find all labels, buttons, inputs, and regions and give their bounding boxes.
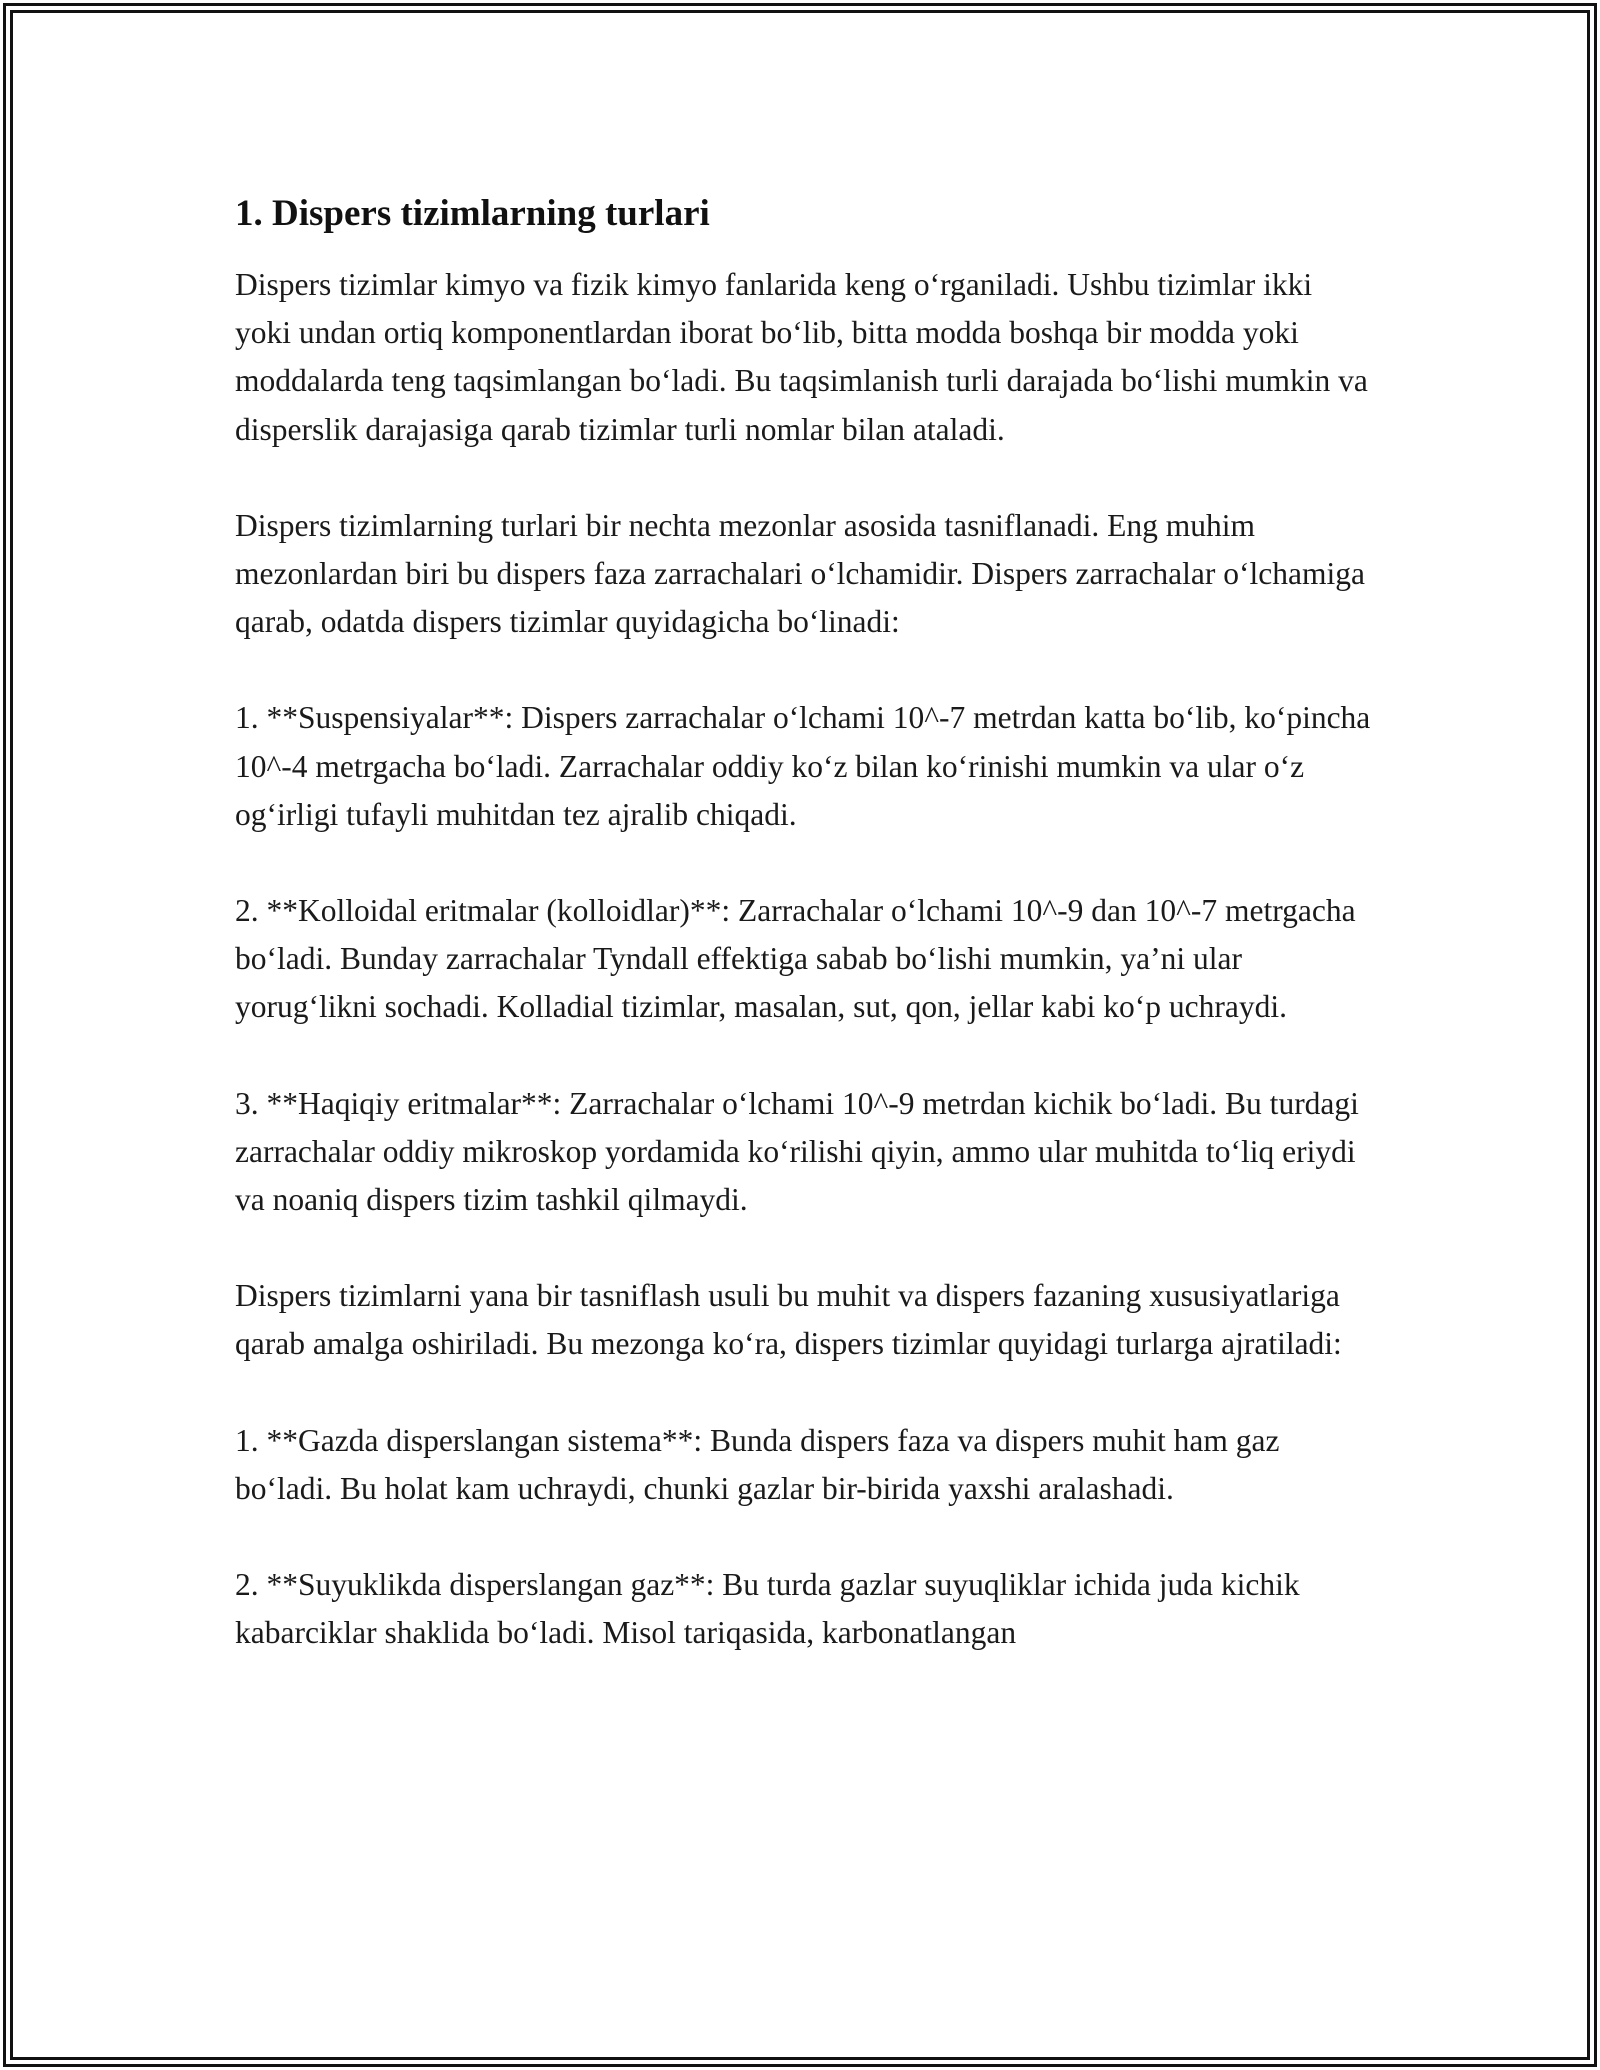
paragraph-colloids: 2. **Kolloidal eritmalar (kolloidlar)**: Zarrachalar o‘lchami 10^-9 dan 10^-7 metrgacha bo‘ladi. Bunday zarrachalar Tyndall effektiga sabab bo‘lishi mumkin, ya’ni ular yorug‘likni sochadi. Kolladial tizimlar, masalan, sut, qon, jellar kabi ko‘p uchraydi.: [235, 893, 1356, 1025]
paragraph-true-solutions: 3. **Haqiqiy eritmalar**: Zarrachalar o‘lchami 10^-9 metrdan kichik bo‘ladi. Bu turdagi zarrachalar oddiy mikroskop yordamida ko‘rilishi qiyin, ammo ular muhitda to‘liq eriydi va noaniq dispers tizim tashkil qilmaydi.: [235, 1085, 1359, 1218]
document-body: [235, 185, 1375, 1657]
paragraph-classification-medium: Dispers tizimlarni yana bir tasniflash usuli bu muhit va dispers fazaning xususiyatlariga qarab amalga oshiriladi. Bu mezonga ko‘ra, dispers tizimlar quyidagi turlarga ajratiladi:: [235, 1278, 1342, 1362]
section-heading: 1. Dispers tizimlarning turlari: [235, 193, 710, 234]
paragraph-gas-in-liquid: 2. **Suyuklikda disperslangan gaz**: Bu turda gazlar suyuqliklar ichida juda kichik kabarciklar shaklida bo‘ladi. Misol tariqasida, karbonatlangan: [235, 1567, 1300, 1651]
paragraph-suspensions: 1. **Suspensiyalar**: Dispers zarrachalar o‘lchami 10^-7 metrdan katta bo‘lib, ko‘pincha 10^-4 metrgacha bo‘ladi. Zarrachalar oddiy ko‘z bilan ko‘rinishi mumkin va ular o‘z og‘irligi tufayli muhitdan tez ajralib chiqadi.: [235, 700, 1371, 832]
paragraph-intro: Dispers tizimlar kimyo va fizik kimyo fanlarida keng o‘rganiladi. Ushbu tizimlar ikki yoki undan ortiq komponentlardan iborat bo‘lib, bitta modda boshqa bir modda yoki moddalarda teng taqsimlangan bo‘ladi. Bu taqsimlanish turli darajada bo‘lishi mumkin va disperslik darajasiga qarab tizimlar turli nomlar bilan ataladi.: [235, 267, 1368, 447]
paragraph-classification-size: Dispers tizimlarning turlari bir nechta mezonlar asosida tasniflanadi. Eng muhim mezonlardan biri bu dispers faza zarrachalari o‘lchamidir. Dispers zarrachalar o‘lchamiga qarab, odatda dispers tizimlar quyidagicha bo‘linadi:: [235, 507, 1365, 640]
paragraph-gas-dispersed: 1. **Gazda disperslangan sistema**: Bunda dispers faza va dispers muhit ham gaz bo‘ladi. Bu holat kam uchraydi, chunki gazlar bir-birida yaxshi aralashadi.: [235, 1422, 1280, 1506]
